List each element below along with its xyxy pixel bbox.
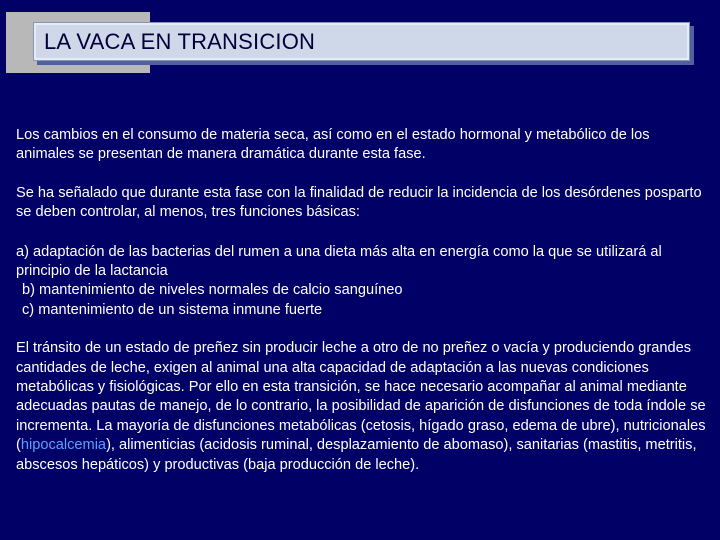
hipocalcemia-link[interactable]: hipocalcemia — [20, 437, 107, 454]
paragraph-2: Se ha señalado que durante esta fase con la finalidad de reducir la incidencia de los desórdenes posparto se deben controlar, al menos, tres funciones básicas: — [16, 184, 702, 221]
paragraph-3-text-a: El tránsito de un estado de preñez sin producir leche a otro de no preñez o vacía y produciendo grandes cantidades de leche, exigen al animal una alta capacidad de adaptación a las nuevas condiciones metabólicas y fisiológicas. Por ello en esta transición, se hace necesario acompañar al animal mediante adecuadas pautas de manejo, de lo contrario, la posibilidad de aparición de disfunciones de toda índole se incrementa. La mayoría de disfunciones metabólicas (cetosis, hígado graso, edema de ubre), nutricionales ( — [16, 340, 706, 454]
paragraph-1: Los cambios en el consumo de materia seca, así como en el estado hormonal y metabólico de los animales se presentan de manera dramática durante esta fase. — [16, 127, 650, 163]
function-list — [16, 243, 706, 321]
paragraph-3-text-b: ), alimenticias (acidosis ruminal, desplazamiento de abomaso), sanitarias (mastitis, metritis, abscesos hepáticos) y productivas (baja producción de leche). — [16, 437, 697, 473]
slide-title: LA VACA EN TRANSICION — [44, 29, 316, 54]
body-text — [16, 126, 706, 475]
title-box — [33, 22, 690, 61]
list-item: b) mantenimiento de niveles normales de calcio sanguíneo — [22, 282, 403, 299]
list-item: c) mantenimiento de un sistema inmune fuerte — [22, 301, 323, 318]
list-item: a) adaptación de las bacterias del rumen a una dieta más alta en energía como la que se utilizará al principio de la lactancia — [16, 243, 662, 280]
paragraph-3 — [16, 339, 706, 475]
